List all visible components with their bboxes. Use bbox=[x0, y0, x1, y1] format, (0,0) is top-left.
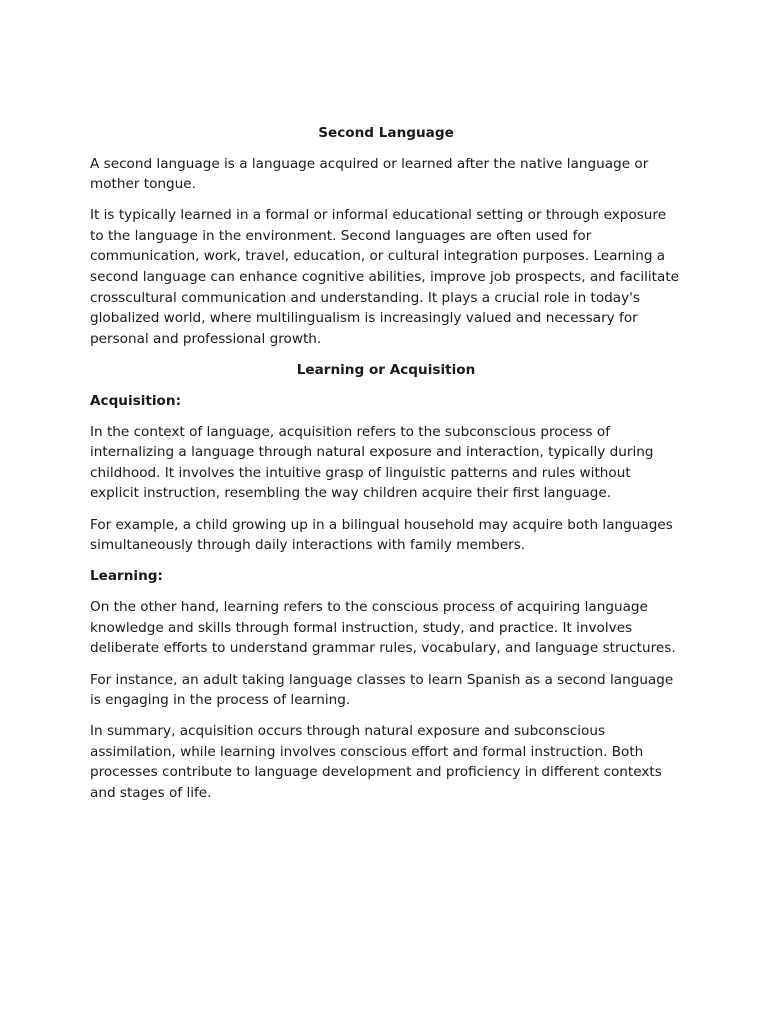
document-body bbox=[90, 123, 682, 814]
acquisition-paragraph: In the context of language, acquisition refers to the subconscious process of internalizing a language through natural exposure and interaction, typically during childhood. It involves the intuitive grasp of linguistic patterns and rules without explicit instruction, resembling the way children acquire their first language. bbox=[90, 423, 654, 502]
learning-heading: Learning: bbox=[90, 568, 163, 585]
learning-paragraph: On the other hand, learning refers to the conscious process of acquiring language knowledge and skills through formal instruction, study, and practice. It involves deliberate efforts to understand grammar rules, vocabulary, and language structures. bbox=[90, 599, 676, 657]
document-title: Second Language bbox=[318, 125, 454, 141]
intro-paragraph: A second language is a language acquired or learned after the native language or mother tongue. bbox=[90, 155, 649, 193]
section-title: Learning or Acquisition bbox=[296, 361, 476, 378]
acquisition-heading: Acquisition: bbox=[90, 392, 182, 409]
acquisition-paragraph: For example, a child growing up in a bilingual household may acquire both languages simultaneously through daily interactions with family members. bbox=[90, 516, 673, 554]
learning-paragraph: For instance, an adult taking language classes to learn Spanish as a second language is engaging in the process of learning. bbox=[90, 671, 674, 709]
summary-paragraph: In summary, acquisition occurs through natural exposure and subconscious assimilation, while learning involves conscious effort and formal instruction. Both processes contribute to language development and proficiency in different contexts and stages of life. bbox=[90, 723, 662, 802]
intro-paragraph: It is typically learned in a formal or informal educational setting or through exposure to the language in the environment. Second languages are often used for communication, work, travel, education, or cultural integration purposes. Learning a second language can enhance cognitive abilities, improve job prospects, and facilitate crosscultural communication and understanding. It plays a crucial role in today's globalized world, where multilingualism is increasingly valued and necessary for personal and professional growth. bbox=[90, 207, 680, 347]
